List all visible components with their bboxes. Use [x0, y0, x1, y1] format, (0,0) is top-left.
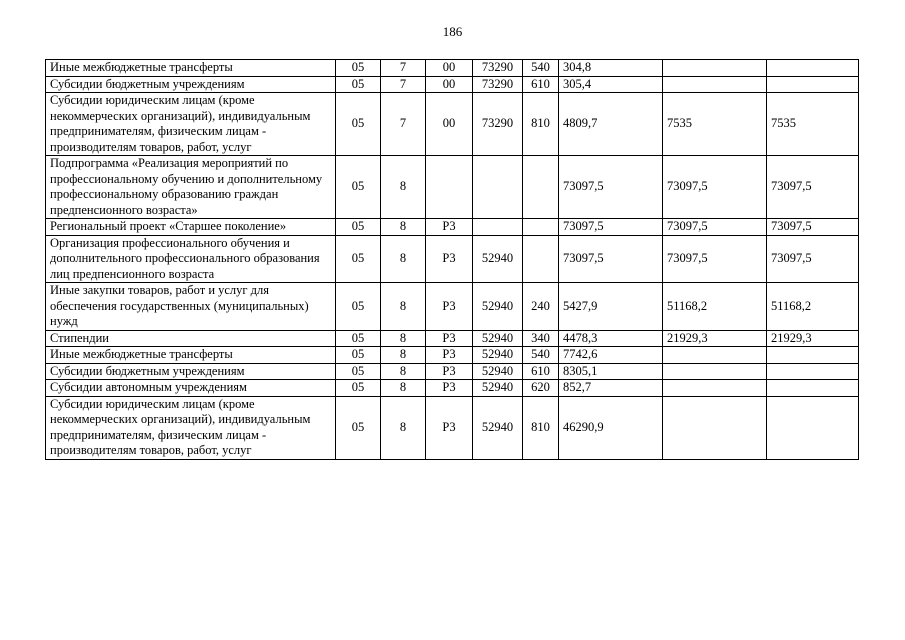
row-direction-code: 52940 [473, 396, 523, 459]
row-amount-1: 305,4 [559, 76, 663, 93]
row-program-code: P3 [426, 330, 473, 347]
row-amount-1: 852,7 [559, 380, 663, 397]
row-program-code: 00 [426, 93, 473, 156]
row-amount-3: 73097,5 [767, 235, 859, 283]
row-subsection: 8 [381, 330, 426, 347]
row-direction-code: 52940 [473, 283, 523, 331]
row-direction-code: 52940 [473, 380, 523, 397]
row-name: Иные закупки товаров, работ и услуг для обеспечения государственных (муниципальных) нужд [46, 283, 336, 331]
row-amount-1: 73097,5 [559, 235, 663, 283]
row-expense-type: 240 [523, 283, 559, 331]
row-amount-1: 7742,6 [559, 347, 663, 364]
row-amount-1: 73097,5 [559, 219, 663, 236]
row-amount-3 [767, 347, 859, 364]
row-section: 05 [336, 93, 381, 156]
row-program-code: 00 [426, 60, 473, 77]
row-section: 05 [336, 156, 381, 219]
table-row [46, 396, 859, 459]
row-section: 05 [336, 235, 381, 283]
row-program-code: P3 [426, 380, 473, 397]
row-amount-2: 7535 [663, 93, 767, 156]
row-subsection: 8 [381, 283, 426, 331]
row-direction-code: 73290 [473, 76, 523, 93]
row-program-code: P3 [426, 235, 473, 283]
row-program-code: P3 [426, 363, 473, 380]
row-amount-3 [767, 60, 859, 77]
row-expense-type: 620 [523, 380, 559, 397]
row-amount-1: 46290,9 [559, 396, 663, 459]
row-subsection: 8 [381, 347, 426, 364]
row-section: 05 [336, 60, 381, 77]
row-section: 05 [336, 330, 381, 347]
table-row [46, 60, 859, 77]
row-direction-code: 52940 [473, 235, 523, 283]
row-section: 05 [336, 363, 381, 380]
row-subsection: 7 [381, 60, 426, 77]
row-direction-code: 52940 [473, 330, 523, 347]
row-name: Организация профессионального обучения и дополнительного профессионального образования лиц предпенсионного возраста [46, 235, 336, 283]
row-section: 05 [336, 283, 381, 331]
table-row [46, 380, 859, 397]
row-name: Иные межбюджетные трансферты [46, 347, 336, 364]
table-row [46, 347, 859, 364]
row-amount-2 [663, 396, 767, 459]
table-row [46, 235, 859, 283]
row-name: Подпрограмма «Реализация мероприятий по профессиональному обучению и дополнительному профессиональному образованию граждан предпенсионного возраста» [46, 156, 336, 219]
row-program-code: P3 [426, 219, 473, 236]
row-amount-2: 21929,3 [663, 330, 767, 347]
row-expense-type: 340 [523, 330, 559, 347]
row-amount-3 [767, 76, 859, 93]
table-row [46, 283, 859, 331]
row-amount-1: 4478,3 [559, 330, 663, 347]
row-program-code: P3 [426, 283, 473, 331]
row-name: Региональный проект «Старшее поколение» [46, 219, 336, 236]
row-amount-3: 21929,3 [767, 330, 859, 347]
table-row [46, 330, 859, 347]
row-name: Иные межбюджетные трансферты [46, 60, 336, 77]
row-expense-type [523, 156, 559, 219]
row-name: Субсидии автономным учреждениям [46, 380, 336, 397]
row-amount-1: 5427,9 [559, 283, 663, 331]
page-number: 186 [442, 24, 463, 39]
row-subsection: 7 [381, 76, 426, 93]
row-amount-2 [663, 347, 767, 364]
row-amount-2: 73097,5 [663, 156, 767, 219]
row-amount-2 [663, 380, 767, 397]
row-section: 05 [336, 347, 381, 364]
row-amount-3 [767, 396, 859, 459]
budget-table [45, 59, 859, 460]
row-amount-3: 73097,5 [767, 156, 859, 219]
row-expense-type: 810 [523, 396, 559, 459]
row-amount-2 [663, 363, 767, 380]
row-amount-1: 8305,1 [559, 363, 663, 380]
row-program-code: P3 [426, 396, 473, 459]
row-subsection: 8 [381, 156, 426, 219]
row-expense-type: 540 [523, 347, 559, 364]
row-amount-3: 73097,5 [767, 219, 859, 236]
row-expense-type [523, 235, 559, 283]
table-row [46, 219, 859, 236]
row-amount-2: 73097,5 [663, 219, 767, 236]
row-amount-2: 73097,5 [663, 235, 767, 283]
row-expense-type: 810 [523, 93, 559, 156]
row-direction-code: 73290 [473, 60, 523, 77]
row-subsection: 8 [381, 219, 426, 236]
row-subsection: 8 [381, 380, 426, 397]
row-amount-3: 51168,2 [767, 283, 859, 331]
row-amount-1: 304,8 [559, 60, 663, 77]
row-name: Субсидии юридическим лицам (кроме некоммерческих организаций), индивидуальным предпринимателям, физическим лицам - производителям товаров, работ, услуг [46, 396, 336, 459]
row-amount-2 [663, 76, 767, 93]
row-subsection: 7 [381, 93, 426, 156]
row-expense-type: 610 [523, 363, 559, 380]
row-expense-type: 540 [523, 60, 559, 77]
row-direction-code [473, 219, 523, 236]
row-direction-code: 52940 [473, 363, 523, 380]
row-section: 05 [336, 380, 381, 397]
row-name: Стипендии [46, 330, 336, 347]
row-program-code: 00 [426, 76, 473, 93]
table-row [46, 363, 859, 380]
row-subsection: 8 [381, 363, 426, 380]
row-amount-2 [663, 60, 767, 77]
row-amount-3 [767, 380, 859, 397]
row-program-code [426, 156, 473, 219]
table-row [46, 76, 859, 93]
table-row [46, 156, 859, 219]
row-amount-1: 4809,7 [559, 93, 663, 156]
row-name: Субсидии юридическим лицам (кроме некоммерческих организаций), индивидуальным предпринимателям, физическим лицам - производителям товаров, работ, услуг [46, 93, 336, 156]
row-name: Субсидии бюджетным учреждениям [46, 363, 336, 380]
row-section: 05 [336, 219, 381, 236]
row-amount-3: 7535 [767, 93, 859, 156]
row-subsection: 8 [381, 235, 426, 283]
row-direction-code [473, 156, 523, 219]
row-expense-type: 610 [523, 76, 559, 93]
row-direction-code: 73290 [473, 93, 523, 156]
row-section: 05 [336, 76, 381, 93]
row-section: 05 [336, 396, 381, 459]
row-expense-type [523, 219, 559, 236]
row-subsection: 8 [381, 396, 426, 459]
table-row [46, 93, 859, 156]
row-amount-3 [767, 363, 859, 380]
row-direction-code: 52940 [473, 347, 523, 364]
row-amount-1: 73097,5 [559, 156, 663, 219]
row-amount-2: 51168,2 [663, 283, 767, 331]
row-program-code: P3 [426, 347, 473, 364]
row-name: Субсидии бюджетным учреждениям [46, 76, 336, 93]
